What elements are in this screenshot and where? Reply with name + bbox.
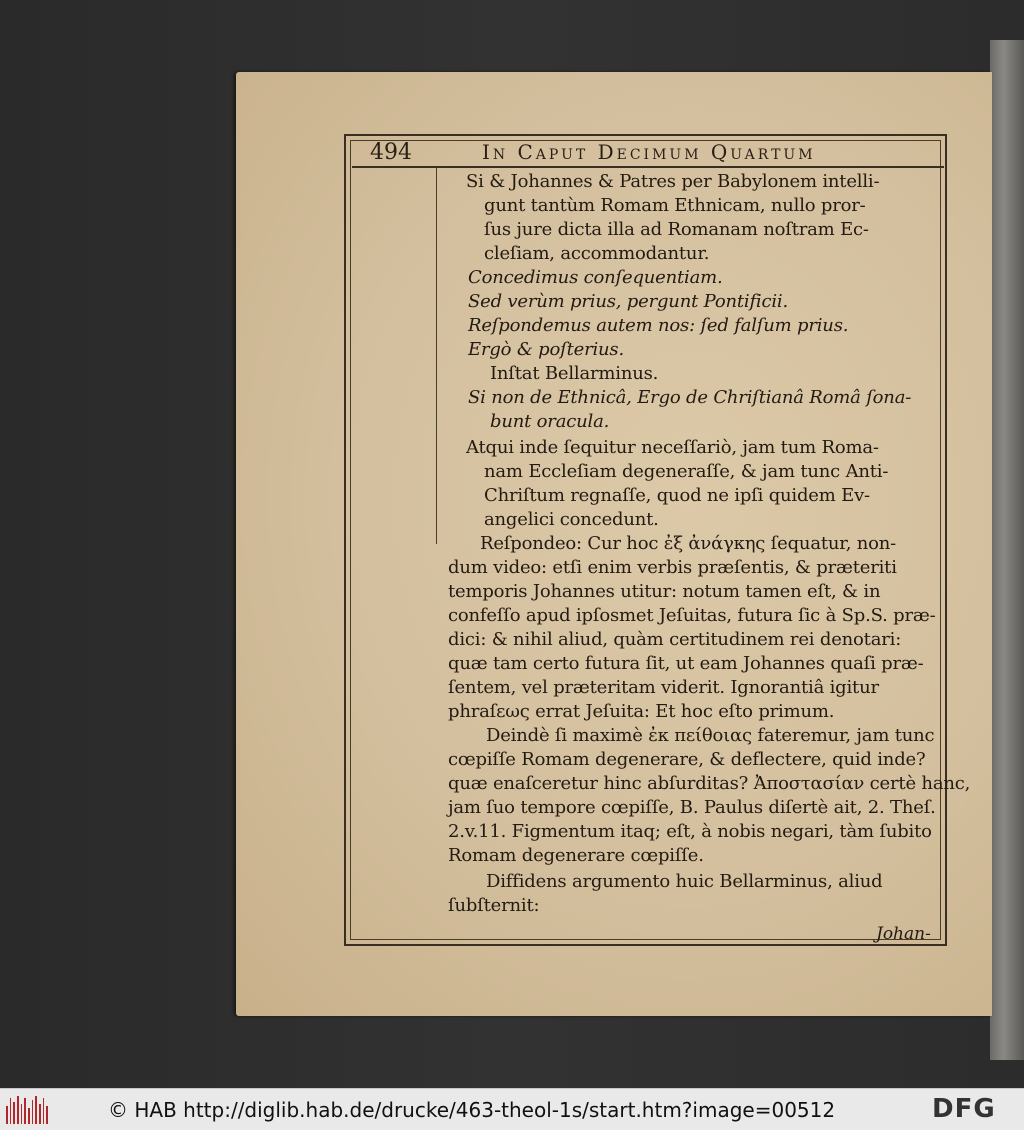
- text-line: Si non de Ethnicâ, Ergo de Chriſtianâ Româ ſona-: [468, 387, 912, 408]
- text-line: Reſpondeo: Cur hoc ἐξ ἀνάγκης ſequatur, non-: [480, 533, 897, 554]
- text-line: nam Eccleſiam degeneraſſe, & jam tunc Anti-: [484, 461, 889, 482]
- hab-logo-icon: [6, 1096, 48, 1124]
- copyright-link[interactable]: © HAB http://diglib.hab.de/drucke/463-theol-1s/start.htm?image=00512: [108, 1098, 836, 1122]
- dfg-logo: DFG: [932, 1094, 996, 1124]
- text-line: ſubſternit:: [448, 895, 540, 916]
- text-line: gunt tantùm Romam Ethnicam, nullo pror-: [484, 195, 866, 216]
- text-line: bunt oracula.: [490, 411, 610, 432]
- text-line: ſus jure dicta illa ad Romanam noſtram Ec-: [484, 219, 869, 240]
- text-line: 2.v.11. Figmentum itaq; eſt, à nobis negari, tàm ſubito: [448, 821, 932, 842]
- catchword: Johan-: [876, 924, 931, 944]
- text-line: quæ enaſceretur hinc abſurditas? Ἀποστασίαν certè hanc,: [448, 773, 971, 794]
- text-line: Reſpondemus autem nos: ſed falſum prius.: [468, 315, 849, 336]
- text-line: cœpiſſe Romam degenerare, & deflectere, quid inde?: [448, 749, 926, 770]
- text-line: ſentem, vel præteritam viderit. Ignorantiâ igitur: [448, 677, 879, 698]
- text-line: Concedimus conſequentiam.: [468, 267, 723, 288]
- page-header: [352, 138, 942, 168]
- running-head: In Caput Decimum Quartum: [482, 140, 816, 164]
- text-line: Si & Johannes & Patres per Babylonem intelli-: [466, 171, 880, 192]
- text-line: Deindè ſi maximè ἐκ πείθοιας fateremur, jam tunc: [486, 725, 935, 746]
- text-line: Sed verùm prius, pergunt Pontificii.: [468, 291, 788, 312]
- text-line: Ergò & poſterius.: [468, 339, 624, 360]
- page-number: 494: [370, 140, 412, 165]
- text-line: confeſſo apud ipſosmet Jeſuitas, futura ſic à Sp.S. præ-: [448, 605, 936, 626]
- text-line: jam ſuo tempore cœpiſſe, B. Paulus diſertè ait, 2. Theſ.: [448, 797, 936, 818]
- text-line: Inſtat Bellarminus.: [490, 363, 659, 384]
- footer-bar: [0, 1088, 1024, 1130]
- text-line: dici: & nihil aliud, quàm certitudinem rei denotari:: [448, 629, 902, 650]
- text-line: Romam degenerare cœpiſſe.: [448, 845, 704, 866]
- page-edge: [990, 40, 1024, 1060]
- margin-rule: [436, 168, 437, 544]
- text-line: Diffidens argumento huic Bellarminus, aliud: [486, 871, 883, 892]
- text-line: Atqui inde ſequitur neceſſariò, jam tum Roma-: [466, 437, 879, 458]
- text-line: phraſεως errat Jeſuita: Et hoc eſto primum.: [448, 701, 835, 722]
- text-line: dum video: etſi enim verbis præſentis, & præteriti: [448, 557, 897, 578]
- text-line: angelici concedunt.: [484, 509, 659, 530]
- text-line: Chriſtum regnaſſe, quod ne ipſi quidem Ev-: [484, 485, 870, 506]
- text-line: cleſiam, accommodantur.: [484, 243, 710, 264]
- header-rule: [352, 166, 944, 168]
- text-line: quæ tam certo futura ſit, ut eam Johannes quaſi præ-: [448, 653, 924, 674]
- text-line: temporis Johannes utitur: notum tamen eſt, & in: [448, 581, 881, 602]
